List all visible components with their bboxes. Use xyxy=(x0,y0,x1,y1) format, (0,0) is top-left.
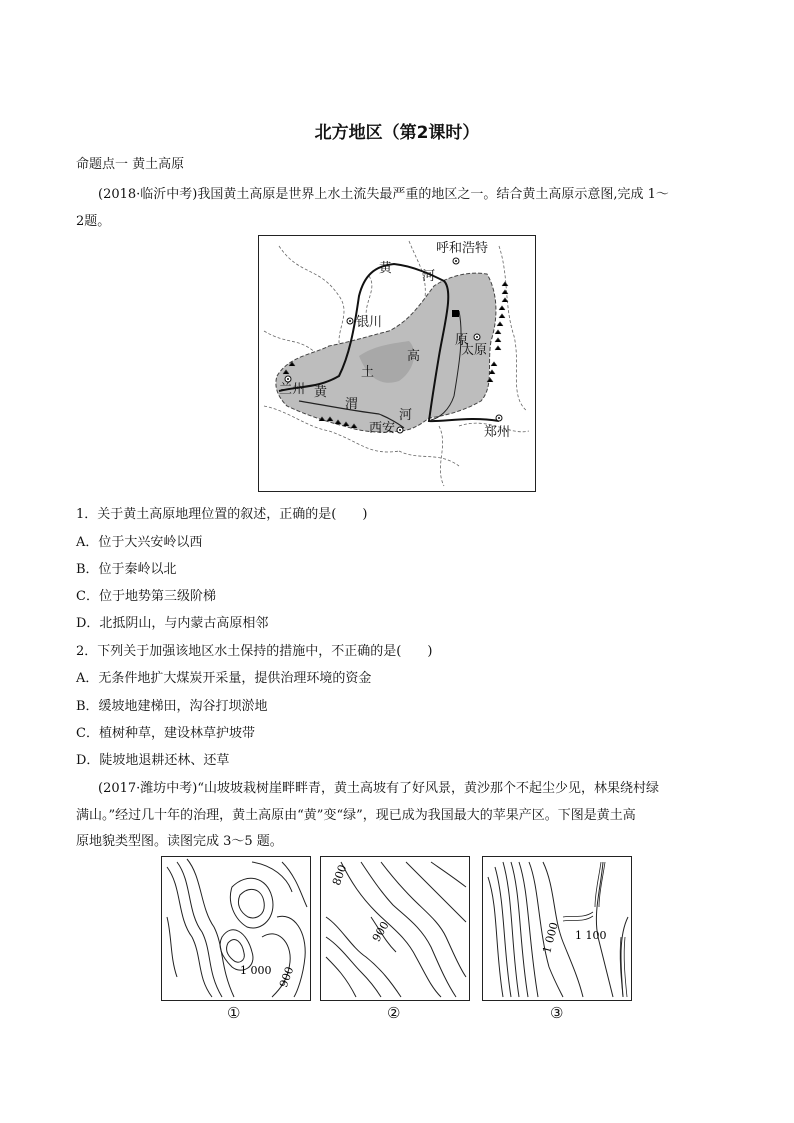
label-xian: 西安 xyxy=(369,421,396,436)
label-yinchuan: 银川 xyxy=(356,315,383,330)
q2-stem: 2．下列关于加强该地区水土保持的措施中，不正确的是( ) xyxy=(76,644,433,659)
intro2-line2: 满山。”经过几十年的治理，黄土高原由“黄”变“绿”，现已成为我国最大的苹果产区。下图是黄土高 xyxy=(76,808,636,823)
label-gao: 高 xyxy=(407,349,421,364)
intro1-line2: 2题。 xyxy=(76,214,111,229)
page-title: 北方地区（第2课时） xyxy=(314,123,480,143)
loess-plateau-map-svg xyxy=(259,236,535,491)
q1-stem: 1．关于黄土高原地理位置的叙述，正确的是( ) xyxy=(76,507,368,522)
intro2-line1: (2017·潍坊中考)“山坡坡栽树崖畔畔青，黄土高坡有了好风景，黄沙那个不起尘少见，林果绕村绿 xyxy=(98,781,660,796)
contour-map-2-caption: ② xyxy=(387,1004,401,1022)
intro2-line3: 原地貌类型图。读图完成 3～5 题。 xyxy=(76,834,283,849)
label-zhengzhou: 郑州 xyxy=(484,425,511,440)
q2-option-b: B．缓坡地建梯田，沟谷打坝淤地 xyxy=(76,699,268,714)
contour-map-2 xyxy=(320,856,470,1001)
q1-option-b: B．位于秦岭以北 xyxy=(76,562,177,577)
q2-option-d: D．陡坡地退耕还林、还草 xyxy=(76,753,230,768)
label-lanzhou: 兰州 xyxy=(279,382,306,397)
contour-map-3-label-1000: 1 000 xyxy=(540,920,561,955)
q2-option-a: A．无条件地扩大煤炭开采量，提供治理环境的资金 xyxy=(76,671,372,686)
label-taiyuan: 太原 xyxy=(461,343,488,358)
label-huang2: 黄 xyxy=(314,385,328,400)
q2-option-c: C．植树种草，建设林草护坡带 xyxy=(76,726,255,741)
loess-plateau-map xyxy=(258,235,536,492)
contour-map-1-label-1000: 1 000 xyxy=(240,964,272,977)
q1-option-a: A．位于大兴安岭以西 xyxy=(76,535,203,550)
label-huang1: 黄 xyxy=(379,261,393,276)
contour-map-3 xyxy=(482,856,632,1001)
q1-option-d: D．北抵阴山，与内蒙古高原相邻 xyxy=(76,616,269,631)
contour-map-2-label-800: 800 xyxy=(329,862,350,888)
label-he1: 河 xyxy=(422,269,436,284)
contour-map-3-caption: ③ xyxy=(550,1004,564,1022)
label-hohhot: 呼和浩特 xyxy=(436,241,489,256)
contour-map-2-svg xyxy=(321,857,469,1000)
label-tu: 土 xyxy=(361,365,375,380)
q1-option-c: C．位于地势第三级阶梯 xyxy=(76,589,216,604)
coal-marker xyxy=(452,310,459,317)
contour-map-1 xyxy=(161,856,311,1001)
contour-map-1-label-900: 900 xyxy=(276,964,297,990)
label-wei: 渭 xyxy=(345,397,359,412)
section-label: 命题点一 黄土高原 xyxy=(76,157,185,172)
intro1-line1: (2018·临沂中考)我国黄土高原是世界上水土流失最严重的地区之一。结合黄土高原示意图,完成 1～ xyxy=(98,187,669,202)
contour-map-1-caption: ① xyxy=(227,1004,241,1022)
contour-map-2-label-900: 900 xyxy=(369,919,392,944)
contour-map-3-svg xyxy=(483,857,631,1000)
label-he2: 河 xyxy=(399,408,413,423)
contour-map-3-label-1100: 1 100 xyxy=(575,929,607,942)
label-yuan: 原 xyxy=(455,333,469,348)
contour-map-1-svg xyxy=(162,857,310,1000)
